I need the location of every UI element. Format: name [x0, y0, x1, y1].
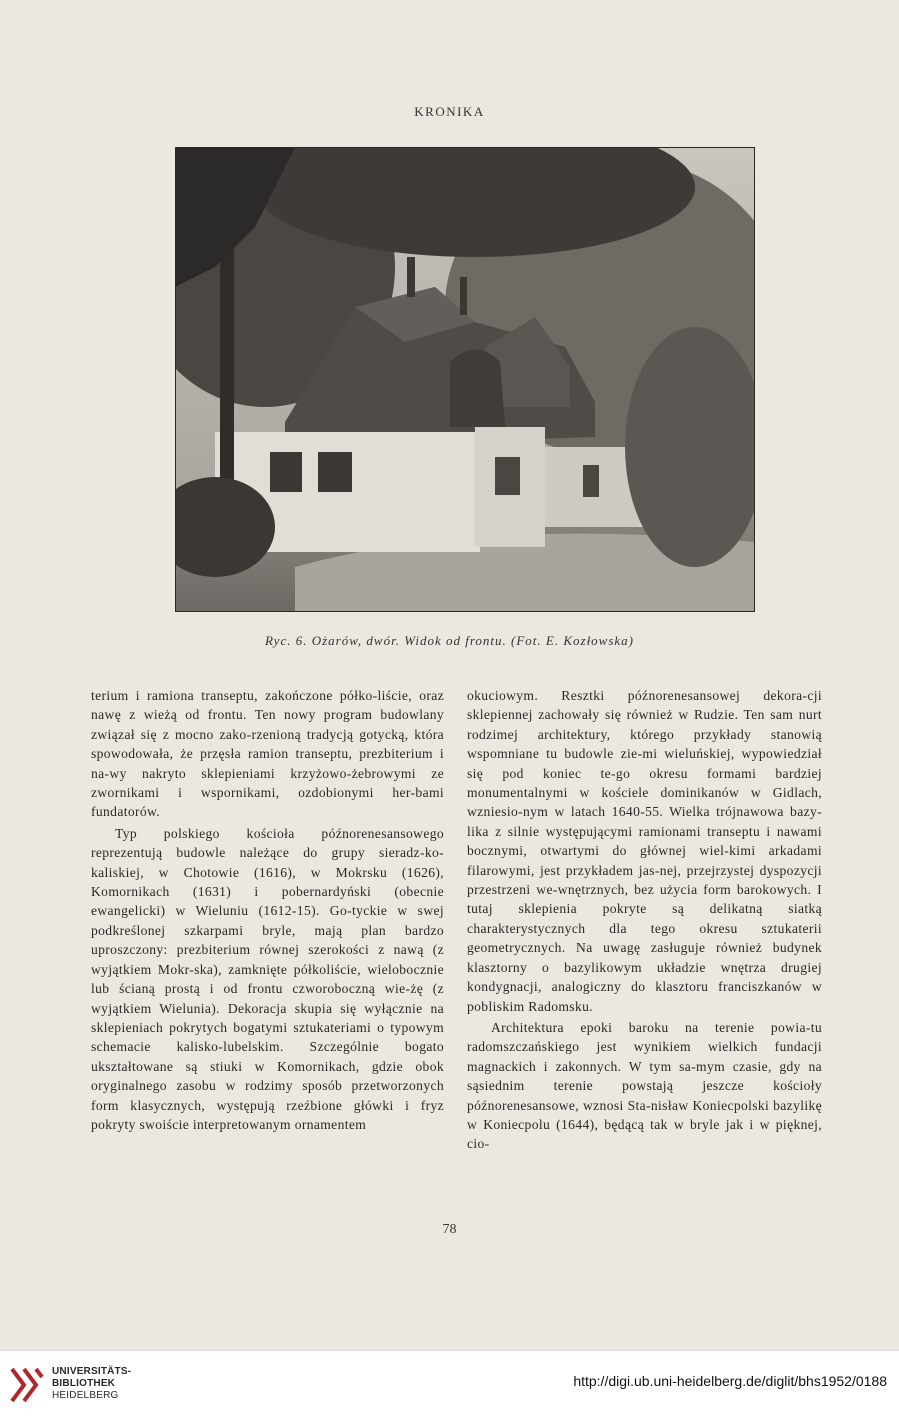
figure-caption: Ryc. 6. Ożarów, dwór. Widok od frontu. (Fot. E. Kozłowska)	[264, 633, 635, 648]
paragraph: Typ polskiego kościoła późnorenesansowego reprezentują budowle należące do grupy sieradz-ko-kaliskiej, w Chotowie (1616), w Mokrsku (1626), Komornikach (1631) i pobernardyński (obecnie ewangelicki) w Wieluniu (1612-15). Go-tyckie w swej podkreślonej szkarpami bryle, mają plan bardzo uproszczony: prezbiterium równej szerokości z nawą (z wyjątkiem Mokr-ska), zamknięte półkoliście, wielobocznie lub ścianą prostą i od frontu czworoboczną wie-żę (z wyjątkiem Wielunia). Dekoracja skupia się wyłącznie na sklepieniach pokrytych bogatymi sztukateriami o typowym schemacie kalisko-lubelskim. Szczególnie bogato ukształtowane są stiuki w Komornikach, gdzie obok oryginalnego zasobu w rodzimy sposób przetworzonych form klasycznych, występują rzeźbione główki i fryz pokryty swoiście interpretowanym ornamentem	[91, 825, 444, 1132]
logo-line: UNIVERSITÄTS-	[52, 1366, 132, 1377]
library-logo-icon	[10, 1365, 44, 1405]
photo-manor-house	[175, 147, 755, 612]
logo-line: BIBLIOTHEK	[52, 1378, 116, 1389]
page-number: 78	[442, 1222, 457, 1237]
library-footer	[0, 1350, 899, 1419]
library-logo-text	[52, 1366, 131, 1402]
paragraph: okuciowym. Resztki późnorenesansowej dekora-cji sklepiennej zachowały się również w Rudzie. Ten sam nurt rodzimej architektury, którego przykłady stanowią wspomniane tu budowle zie-mi wieluńskiej, wypowiedział się pod koniec te-go okresu formami bardziej monumentalnymi w kościele dominikanów w Gidlach, wzniesio-nym w latach 1640-55. Wielka trójnawowa bazy-lika z silnie występującymi ramionami transeptu i nawami bocznymi, otwartymi do głównej wiel-kimi arkadami filarowymi, jest przykładem jas-nej, przejrzystej dyspozycji przestrzeni we-wnętrznych, bez użycia form barokowych. I tutaj sklepienia pokryte są delikatną siatką charakterystycznych dla tego okresu sztukaterii geometrycznych. Na uwagę zasługuje również budynek klasztorny o bazylikowym układzie wnętrza drugiej kondygnacji, analogiczny do klasztoru franciszkanów w pobliskim Radomsku.	[467, 688, 822, 1014]
text-column-right	[467, 686, 822, 1154]
logo-line: HEIDELBERG	[52, 1390, 119, 1401]
source-url-link[interactable]: http://digi.ub.uni-heidelberg.de/diglit/bhs1952/0188	[573, 1373, 887, 1389]
text-column-left	[91, 686, 444, 1134]
paragraph: Architektura epoki baroku na terenie powia-tu radomszczańskiego jest wynikiem wielkich fundacji magnackich i zakonnych. W tym sa-mym czasie, gdy na sąsiednim terenie powstają jeszcze kościoły późnorenesansowe, wznosi Sta-nisław Koniecpolski bazylikę w Koniecpolu (1644), będącą tak w bryle jak i w pięknej, cio-	[467, 1019, 822, 1152]
paragraph: terium i ramiona transeptu, zakończone półko-liście, oraz nawę z wieżą od frontu. Ten nowy program budowlany związał się z mocno zako-rzenioną tradycją gotycką, która spowodowała, że przęsła ramion transeptu, prezbiterium i na-wy nakryto sklepieniami krzyżowo-żebrowymi ze zwornikami i wspornikami, ozdobionymi her-bami fundatorów.	[91, 688, 444, 820]
running-head: KRONIKA	[414, 104, 485, 119]
